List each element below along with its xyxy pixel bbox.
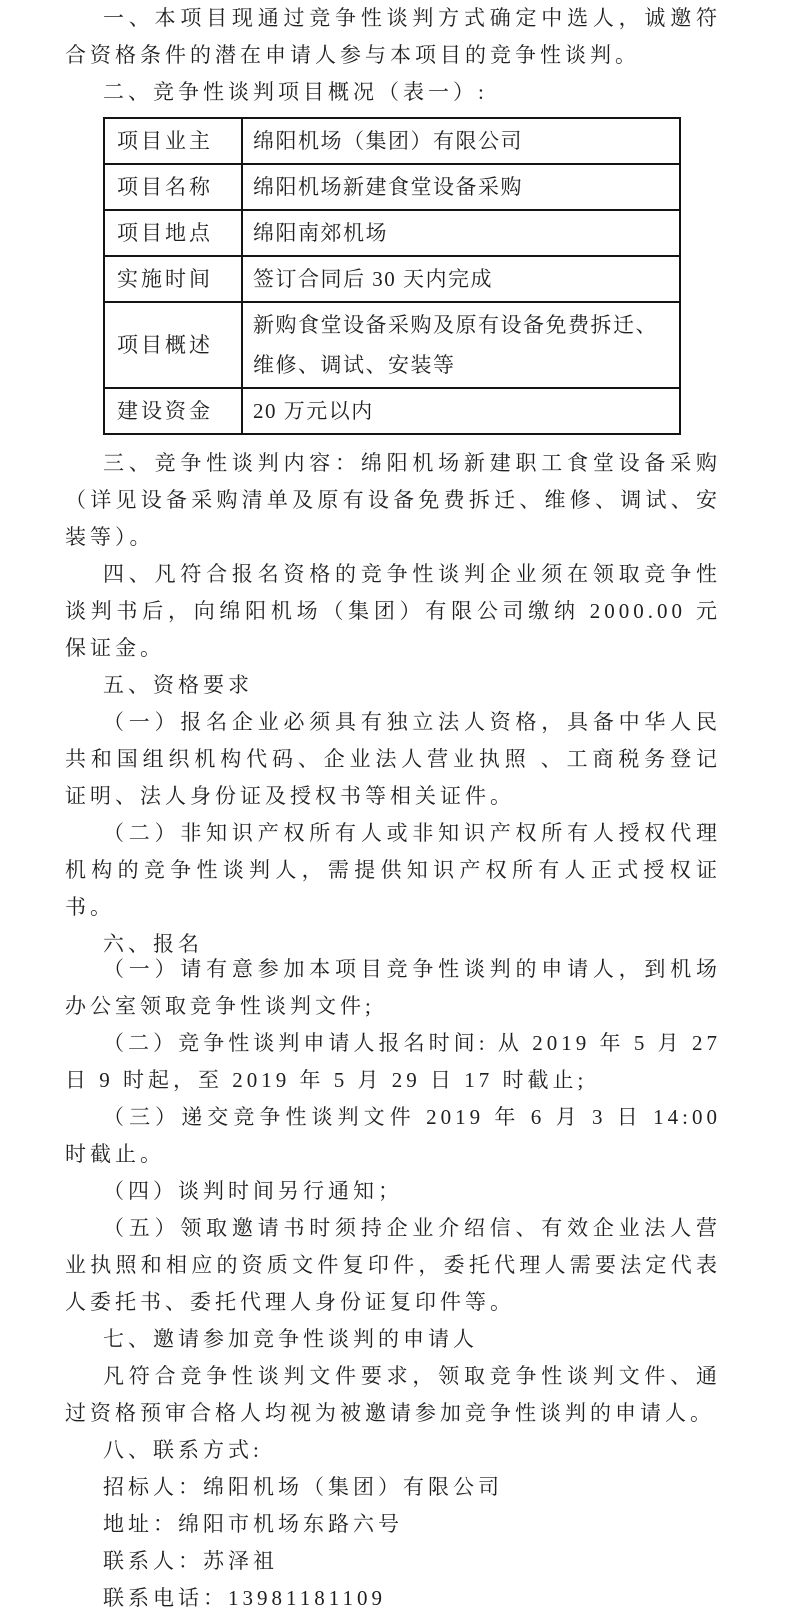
row-value: 新购食堂设备采购及原有设备免费拆迁、维修、调试、安装等 <box>242 302 680 388</box>
section-5-item-2: （二）非知识产权所有人或非知识产权所有人授权代理机构的竞争性谈判人，需提供知识产权所有人正式授权证书。 <box>65 821 721 919</box>
section-6-item-5: （五）领取邀请书时须持企业介绍信、有效企业法人营业执照和相应的资质文件复印件，委托代理人需要法定代表人委托书、委托代理人身份证复印件等。 <box>65 1216 721 1314</box>
section-4-deposit: 四、凡符合报名资格的竞争性谈判企业须在领取竞争性谈判书后，向绵阳机场（集团）有限公司缴纳 2000.00 元保证金。 <box>65 562 721 660</box>
row-value: 绵阳机场（集团）有限公司 <box>242 118 680 164</box>
row-value: 绵阳机场新建食堂设备采购 <box>242 164 680 210</box>
section-8-title: 八、联系方式: <box>103 1438 263 1462</box>
table-row-project-location <box>104 210 680 256</box>
row-value: 签订合同后 30 天内完成 <box>242 256 680 302</box>
row-label: 建设资金 <box>104 388 242 434</box>
contact-person: 联系人：苏泽祖 <box>103 1549 278 1573</box>
row-label: 项目名称 <box>104 164 242 210</box>
row-label: 项目业主 <box>104 118 242 164</box>
row-label: 实施时间 <box>104 256 242 302</box>
contact-phone: 联系电话：13981181109 <box>103 1586 386 1610</box>
section-7-body: 凡符合竞争性谈判文件要求，领取竞争性谈判文件、通过资格预审合格人均视为被邀请参加竞争性谈判的申请人。 <box>65 1364 721 1425</box>
section-7-title: 七、邀请参加竞争性谈判的申请人 <box>103 1327 478 1351</box>
section-6-title: 六、报名 <box>103 932 203 956</box>
table-row-construction-funds <box>104 388 680 434</box>
table-row-project-summary <box>104 302 680 388</box>
row-label: 项目概述 <box>104 302 242 388</box>
section-6-item-4: （四）谈判时间另行通知； <box>103 1179 403 1203</box>
section-3-negotiation-content: 三、竞争性谈判内容：绵阳机场新建职工食堂设备采购（详见设备采购清单及原有设备免费拆迁、维修、调试、安装等）。 <box>65 451 721 549</box>
section-5-item-1: （一）报名企业必须具有独立法人资格，具备中华人民共和国组织机构代码、企业法人营业执照 、工商税务登记证明、法人身份证及授权书等相关证件。 <box>65 710 721 808</box>
section-6-item-3: （三）递交竞争性谈判文件 2019 年 6 月 3 日 14:00 时截止。 <box>65 1105 721 1166</box>
table-row-implementation-time <box>104 256 680 302</box>
table-row-project-name <box>104 164 680 210</box>
section-1-intro: 一、本项目现通过竞争性谈判方式确定中选人，诚邀符合资格条件的潜在申请人参与本项目的竞争性谈判。 <box>65 6 721 67</box>
row-value: 20 万元以内 <box>242 388 680 434</box>
row-value: 绵阳南郊机场 <box>242 210 680 256</box>
section-6-item-2: （二）竞争性谈判申请人报名时间: 从 2019 年 5 月 27 日 9 时起，至 2019 年 5 月 29 日 17 时截止; <box>65 1031 721 1092</box>
table-row-project-owner <box>104 118 680 164</box>
project-overview-table <box>103 117 681 435</box>
section-5-title: 五、资格要求 <box>103 673 253 697</box>
section-6-item-1: （一）请有意参加本项目竞争性谈判的申请人，到机场办公室领取竞争性谈判文件; <box>65 957 721 1018</box>
section-2-table-caption: 二、竞争性谈判项目概况（表一）: <box>103 80 488 104</box>
contact-address: 地址：绵阳市机场东路六号 <box>103 1512 403 1536</box>
row-label: 项目地点 <box>104 210 242 256</box>
contact-bidder: 招标人：绵阳机场（集团）有限公司 <box>103 1475 503 1499</box>
